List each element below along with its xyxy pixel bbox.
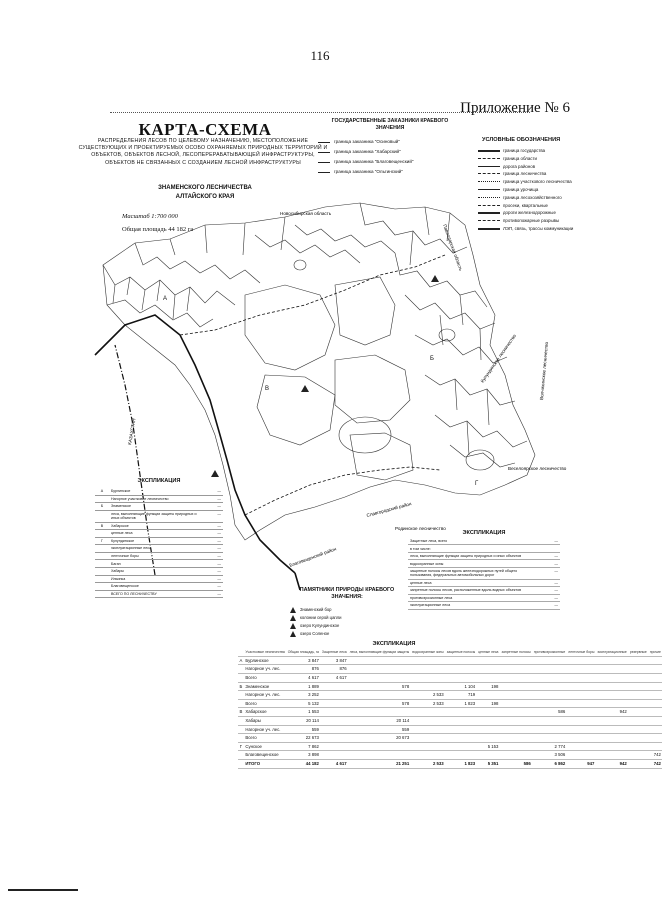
region-marker: Г xyxy=(475,481,479,487)
table-cell xyxy=(320,699,348,708)
monuments-list xyxy=(290,606,405,638)
table-cell xyxy=(532,725,567,734)
triangle-icon xyxy=(290,631,296,637)
region-label: АЛТАЙСКОГО КРАЯ xyxy=(175,194,235,200)
monuments-heading: ПАМЯТНИКИ ПРИРОДЫ КРАЕВОГО ЗНАЧЕНИЯ: xyxy=(299,587,395,600)
header-rule xyxy=(110,112,530,113)
table-cell xyxy=(567,708,596,717)
row-name: Благовещенское xyxy=(244,751,286,760)
table-cell xyxy=(445,665,477,674)
table-cell xyxy=(567,673,596,682)
table-cell xyxy=(648,725,662,734)
reserve-line-icon xyxy=(318,162,330,163)
row-name: Сунское xyxy=(244,742,286,751)
table-cell xyxy=(596,682,628,691)
table-cell: 719 xyxy=(445,691,477,700)
left-explication-table xyxy=(95,488,223,598)
table-cell xyxy=(500,708,532,717)
table-cell xyxy=(648,673,662,682)
table-cell: 578 xyxy=(348,699,411,708)
bottom-explication-table xyxy=(238,650,662,769)
row-name: Нагорное уч. лес. xyxy=(244,725,286,734)
table-cell xyxy=(320,751,348,760)
column-header: эксплуатационные xyxy=(596,650,628,656)
table-cell: 20 114 xyxy=(348,716,411,725)
table-cell xyxy=(348,691,411,700)
triangle-icon xyxy=(290,615,296,621)
monument-item: колонии серой цапли xyxy=(290,614,405,622)
table-row: ценные леса — xyxy=(95,530,223,538)
table-cell xyxy=(320,716,348,725)
table-cell xyxy=(596,673,628,682)
table-row xyxy=(238,665,662,674)
row-mark: В xyxy=(238,708,244,717)
table-row xyxy=(238,759,662,768)
table-row: эксплуатационные леса — xyxy=(410,603,558,608)
row-name: ИТОГО xyxy=(244,759,286,768)
map-label-novosibirsk: Новосибирская область xyxy=(280,211,332,216)
table-cell xyxy=(500,665,532,674)
map-label-veselovskoe: Веселоярское лесничество xyxy=(508,466,567,471)
table-cell: 1 104 xyxy=(445,682,477,691)
table-row: Б Знаменское — xyxy=(95,503,223,511)
table-cell: 198 xyxy=(477,682,500,691)
table-row xyxy=(238,699,662,708)
table-cell: 3 898 xyxy=(286,751,320,760)
table-cell xyxy=(648,734,662,743)
table-cell: 947 xyxy=(567,759,596,768)
column-header: противоэрозионные xyxy=(532,650,567,656)
table-cell xyxy=(445,751,477,760)
table-cell xyxy=(648,742,662,751)
map-label-rodinskoe: Родинское лесничество xyxy=(395,526,446,531)
column-header: защитные полосы xyxy=(445,650,477,656)
table-row xyxy=(238,691,662,700)
table-cell: 2 533 xyxy=(411,699,445,708)
table-cell xyxy=(648,656,662,665)
row-mark: Г xyxy=(238,742,244,751)
table-cell: 4 617 xyxy=(320,673,348,682)
page-number: 116 xyxy=(310,48,330,63)
appendix-label: Приложение № 6 xyxy=(460,100,570,116)
legend-swatch-icon xyxy=(478,189,500,190)
left-explication-heading: ЭКСПЛИКАЦИЯ xyxy=(137,478,181,484)
table-cell xyxy=(567,691,596,700)
row-name: Нагорное уч. лес. xyxy=(244,665,286,674)
table-cell xyxy=(320,742,348,751)
table-cell xyxy=(445,716,477,725)
column-header: Общая площадь, га xyxy=(286,650,320,656)
legend-heading: УСЛОВНЫЕ ОБОЗНАЧЕНИЯ xyxy=(482,137,561,143)
table-cell xyxy=(628,742,648,751)
table-cell xyxy=(411,665,445,674)
legend-item: дороги железнодорожные xyxy=(478,210,588,215)
map-label-kulundinskoe: Кулундинское лесничество xyxy=(479,333,517,384)
column-header: водоохранные зоны xyxy=(411,650,445,656)
table-cell xyxy=(348,742,411,751)
table-cell xyxy=(348,708,411,717)
table-cell xyxy=(411,673,445,682)
column-header: ценные леса xyxy=(477,650,500,656)
table-cell xyxy=(532,691,567,700)
table-cell xyxy=(532,656,567,665)
table-row xyxy=(238,751,662,760)
column-header: прочие xyxy=(648,650,662,656)
table-cell: 4 617 xyxy=(320,759,348,768)
table-cell xyxy=(567,656,596,665)
table-cell xyxy=(320,725,348,734)
table-cell: 7 862 xyxy=(286,742,320,751)
table-cell xyxy=(320,682,348,691)
table-cell xyxy=(411,734,445,743)
table-cell xyxy=(445,673,477,682)
map-label-slavgorod: Славгородский район xyxy=(365,501,412,518)
table-row: водоохранные зоны — xyxy=(410,561,558,566)
table-cell xyxy=(596,734,628,743)
table-cell xyxy=(445,656,477,665)
legend-item: граница лесничества xyxy=(478,171,588,176)
table-cell xyxy=(628,691,648,700)
table-cell xyxy=(320,708,348,717)
table-cell xyxy=(500,725,532,734)
table-cell xyxy=(567,734,596,743)
table-cell xyxy=(567,699,596,708)
table-row: леса, выполняющие функции защиты природных и иных объектов — xyxy=(410,554,558,559)
table-cell xyxy=(500,734,532,743)
table-cell xyxy=(648,691,662,700)
table-cell xyxy=(628,699,648,708)
table-cell: 1 823 xyxy=(445,699,477,708)
table-cell: 586 xyxy=(500,759,532,768)
scale-label: Масштаб 1:700 000 xyxy=(122,213,178,220)
right-explication-table xyxy=(408,538,560,610)
reserve-item: граница заказника "Благовещенский" xyxy=(318,157,468,167)
table-cell xyxy=(567,716,596,725)
table-row: Ильинка — xyxy=(95,575,223,583)
table-cell xyxy=(445,725,477,734)
triangle-icon xyxy=(290,607,296,613)
table-cell xyxy=(477,691,500,700)
scan-edge-line xyxy=(8,889,78,891)
map-label-volchikhinskoe: Волчихинское лесничество xyxy=(539,341,550,401)
row-name: Всего xyxy=(244,734,286,743)
table-row: ценные леса — xyxy=(410,580,558,585)
table-cell: 44 182 xyxy=(286,759,320,768)
column-header: леса, выполняющие функции защиты xyxy=(348,650,411,656)
reserve-line-icon xyxy=(318,152,330,153)
map-label-kazakhstan: КАЗАХСТАН xyxy=(127,418,137,446)
table-row: Г Кулундинское — xyxy=(95,537,223,545)
legend-swatch-icon xyxy=(478,173,500,174)
table-cell: 20 673 xyxy=(348,734,411,743)
table-cell xyxy=(628,734,648,743)
table-row: Нагорное участковое лесничество — xyxy=(95,495,223,503)
table-cell: 3 252 xyxy=(286,691,320,700)
monument-item: Знаменский бор xyxy=(290,606,405,614)
table-cell xyxy=(320,734,348,743)
table-row: эксплуатационные леса — xyxy=(95,545,223,553)
table-cell: 1 889 xyxy=(286,682,320,691)
table-cell xyxy=(500,682,532,691)
reserves-list xyxy=(318,137,468,177)
table-cell: 559 xyxy=(348,725,411,734)
table-cell: 3 506 xyxy=(532,751,567,760)
row-name: Знаменское xyxy=(244,682,286,691)
column-header: запретные полосы xyxy=(500,650,532,656)
table-row: противоэрозионные леса — xyxy=(410,595,558,600)
table-cell xyxy=(320,691,348,700)
table-cell xyxy=(596,665,628,674)
row-name: Бурлинское xyxy=(244,656,286,665)
table-cell: 5 132 xyxy=(286,699,320,708)
row-name: Всего xyxy=(244,699,286,708)
table-cell: 22 673 xyxy=(286,734,320,743)
table-cell xyxy=(648,708,662,717)
table-cell xyxy=(532,699,567,708)
table-cell xyxy=(477,716,500,725)
legend-item: граница участкового лесничества xyxy=(478,179,588,184)
table-cell xyxy=(477,734,500,743)
table-row: Защитные леса, всего — xyxy=(410,539,558,544)
table-cell xyxy=(628,725,648,734)
map-label-blagoveshchensky: Благовещенский район xyxy=(288,546,337,568)
table-cell: 3 847 xyxy=(320,656,348,665)
legend-item: ЛЭП, связь, трассы коммуникации xyxy=(478,226,588,231)
table-cell xyxy=(477,725,500,734)
table-row: А Бурлинское — xyxy=(95,488,223,495)
legend-item: граница области xyxy=(478,156,588,161)
table-cell xyxy=(411,742,445,751)
reserve-line-icon xyxy=(318,142,330,143)
table-cell xyxy=(477,673,500,682)
table-cell: 5 351 xyxy=(477,759,500,768)
bottom-explication-heading: ЭКСПЛИКАЦИЯ xyxy=(372,641,416,647)
table-row xyxy=(238,682,662,691)
column-header: резервные xyxy=(628,650,648,656)
legend-item: граница лесохозяйственного xyxy=(478,195,588,200)
table-cell xyxy=(596,691,628,700)
map-title: КАРТА-СХЕМА xyxy=(138,120,272,139)
column-header: Участковые лесничества xyxy=(244,650,286,656)
legend-item: противопожарные разрывы xyxy=(478,218,588,223)
total-area-label: Общая площадь 44 182 га xyxy=(122,226,194,233)
table-cell xyxy=(445,708,477,717)
monument-icon xyxy=(431,275,439,282)
reserve-item: граница заказника "Хабарский" xyxy=(318,147,468,157)
table-row: в том числе: xyxy=(408,545,560,552)
table-cell xyxy=(648,699,662,708)
table-cell xyxy=(648,716,662,725)
table-cell: 1 823 xyxy=(445,759,477,768)
table-cell xyxy=(500,699,532,708)
table-cell: 6 862 xyxy=(532,759,567,768)
monument-item: озеро Кулундинское xyxy=(290,622,405,630)
table-cell: 942 xyxy=(596,759,628,768)
reserves-heading: ГОСУДАРСТВЕННЫЕ ЗАКАЗНИКИ КРАЕВОГО ЗНАЧЕНИЯ xyxy=(331,118,449,131)
table-cell xyxy=(596,751,628,760)
table-cell xyxy=(567,751,596,760)
row-name: Нагорное уч. лес. xyxy=(244,691,286,700)
table-cell: 559 xyxy=(286,725,320,734)
table-cell xyxy=(567,665,596,674)
table-cell xyxy=(596,716,628,725)
table-cell xyxy=(628,716,648,725)
legend-item: просеки, квартальные xyxy=(478,203,588,208)
table-cell xyxy=(500,691,532,700)
table-cell: 198 xyxy=(477,699,500,708)
legend-item: граница государства xyxy=(478,148,588,153)
table-cell xyxy=(532,682,567,691)
table-cell xyxy=(445,742,477,751)
map-subtitle: РАСПРЕДЕЛЕНИЯ ЛЕСОВ ПО ЦЕЛЕВОМУ НАЗНАЧЕНИЮ, МЕСТОПОЛОЖЕНИЕ СУЩЕСТВУЮЩИХ И ПРОЕКТИРУЕМЫХ ОСОБО ОХРАНЯЕМЫХ ПРИРОДНЫХ ТЕРРИТОРИЙ И ОБЪЕКТОВ, ОБЪЕКТОВ ЛЕСНОЙ, ЛЕСОПЕРЕРАБАТЫВАЮЩЕЙ ИНФРАСТРУКТУРЫ, ОБЪЕКТОВ НЕ СВЯЗАННЫХ С СОЗДАНИЕМ ЛЕСНОЙ ИНФРАСТРУКТУРЫ xyxy=(78,138,328,166)
table-cell xyxy=(500,751,532,760)
table-cell xyxy=(348,656,411,665)
legend-swatch-icon xyxy=(478,158,500,159)
table-cell xyxy=(500,656,532,665)
table-cell: 2 533 xyxy=(411,759,445,768)
column-header: Защитные леса xyxy=(320,650,348,656)
table-cell: 2 774 xyxy=(532,742,567,751)
row-name: Хабарское xyxy=(244,708,286,717)
table-row xyxy=(238,673,662,682)
table-cell xyxy=(411,751,445,760)
table-cell xyxy=(477,665,500,674)
table-cell: 578 xyxy=(348,682,411,691)
monument-icon xyxy=(211,470,219,477)
legend-item: граница урочища xyxy=(478,187,588,192)
table-cell: 20 114 xyxy=(286,716,320,725)
table-cell xyxy=(648,682,662,691)
column-header: ленточные боры xyxy=(567,650,596,656)
table-cell xyxy=(532,734,567,743)
table-cell xyxy=(411,656,445,665)
table-row xyxy=(238,708,662,717)
table-cell: 742 xyxy=(648,751,662,760)
table-cell xyxy=(628,708,648,717)
monument-icon xyxy=(301,385,309,392)
table-cell xyxy=(628,759,648,768)
table-cell xyxy=(567,742,596,751)
table-cell xyxy=(596,725,628,734)
table-cell xyxy=(628,665,648,674)
row-mark: А xyxy=(238,656,244,665)
table-cell xyxy=(477,708,500,717)
table-cell: 4 617 xyxy=(286,673,320,682)
table-cell: 942 xyxy=(596,708,628,717)
table-row xyxy=(238,734,662,743)
table-row: запретные полосы лесов, расположенные вдоль водных объектов — xyxy=(410,588,558,593)
table-cell xyxy=(567,682,596,691)
right-explication-heading: ЭКСПЛИКАЦИЯ xyxy=(462,530,506,536)
table-cell: 21 251 xyxy=(348,759,411,768)
table-cell xyxy=(628,656,648,665)
table-cell xyxy=(445,734,477,743)
table-cell xyxy=(628,751,648,760)
table-row xyxy=(238,725,662,734)
table-cell xyxy=(411,682,445,691)
region-marker: А xyxy=(163,296,168,302)
legend-item: дорога районов xyxy=(478,164,588,169)
row-mark: Б xyxy=(238,682,244,691)
table-cell xyxy=(411,716,445,725)
table-row: Хабары — xyxy=(95,567,223,575)
table-cell xyxy=(411,708,445,717)
table-cell xyxy=(596,656,628,665)
table-row xyxy=(238,656,662,665)
reserve-line-icon xyxy=(318,172,330,173)
legend-swatch-icon xyxy=(478,150,500,152)
table-cell: 586 xyxy=(532,708,567,717)
table-cell xyxy=(628,682,648,691)
table-cell xyxy=(596,742,628,751)
row-name: Хабары xyxy=(244,716,286,725)
monument-item: озеро Соленое xyxy=(290,630,405,638)
table-row: ВСЕГО ПО ЛЕСНИЧЕСТВУ — xyxy=(95,590,223,598)
table-cell xyxy=(477,656,500,665)
table-row xyxy=(238,716,662,725)
map-label-pavlodar: Павлодарская область xyxy=(442,223,464,272)
table-row: В Хабарское — xyxy=(95,522,223,530)
table-cell xyxy=(348,673,411,682)
table-cell xyxy=(500,716,532,725)
table-cell: 3 847 xyxy=(286,656,320,665)
table-cell xyxy=(648,665,662,674)
reserve-item: граница заказника "Ольгинский" xyxy=(318,167,468,177)
table-cell xyxy=(532,673,567,682)
table-cell xyxy=(500,742,532,751)
legend-swatch-icon xyxy=(478,181,500,182)
legend-swatch-icon xyxy=(478,166,500,167)
table-row: леса, выполняющие функции защиты природных и иных объектов — xyxy=(95,510,223,522)
region-marker: Б xyxy=(430,356,434,362)
table-cell: 2 533 xyxy=(411,691,445,700)
table-cell: 876 xyxy=(320,665,348,674)
reserve-item: граница заказника "Осиновый" xyxy=(318,137,468,147)
table-cell xyxy=(348,751,411,760)
table-row: ленточные боры — xyxy=(95,552,223,560)
triangle-icon xyxy=(290,623,296,629)
table-cell xyxy=(411,725,445,734)
table-row: защитные полосы лесов вдоль железнодорожных путей общего пользования, федеральных автомобильных дорог — xyxy=(410,569,558,578)
table-cell xyxy=(532,665,567,674)
table-cell xyxy=(596,699,628,708)
table-cell xyxy=(628,673,648,682)
table-cell: 876 xyxy=(286,665,320,674)
table-row xyxy=(238,742,662,751)
table-cell xyxy=(567,725,596,734)
table-cell xyxy=(348,665,411,674)
table-cell xyxy=(500,673,532,682)
forestry-label: ЗНАМЕНСКОГО ЛЕСНИЧЕСТВА xyxy=(158,185,252,191)
table-cell: 5 153 xyxy=(477,742,500,751)
table-row: Баган — xyxy=(95,560,223,568)
row-name: Всего xyxy=(244,673,286,682)
region-marker: В xyxy=(265,386,270,392)
table-cell: 742 xyxy=(648,759,662,768)
table-cell: 1 553 xyxy=(286,708,320,717)
table-cell xyxy=(532,716,567,725)
table-cell xyxy=(477,751,500,760)
table-row: Благовещенское — xyxy=(95,583,223,591)
